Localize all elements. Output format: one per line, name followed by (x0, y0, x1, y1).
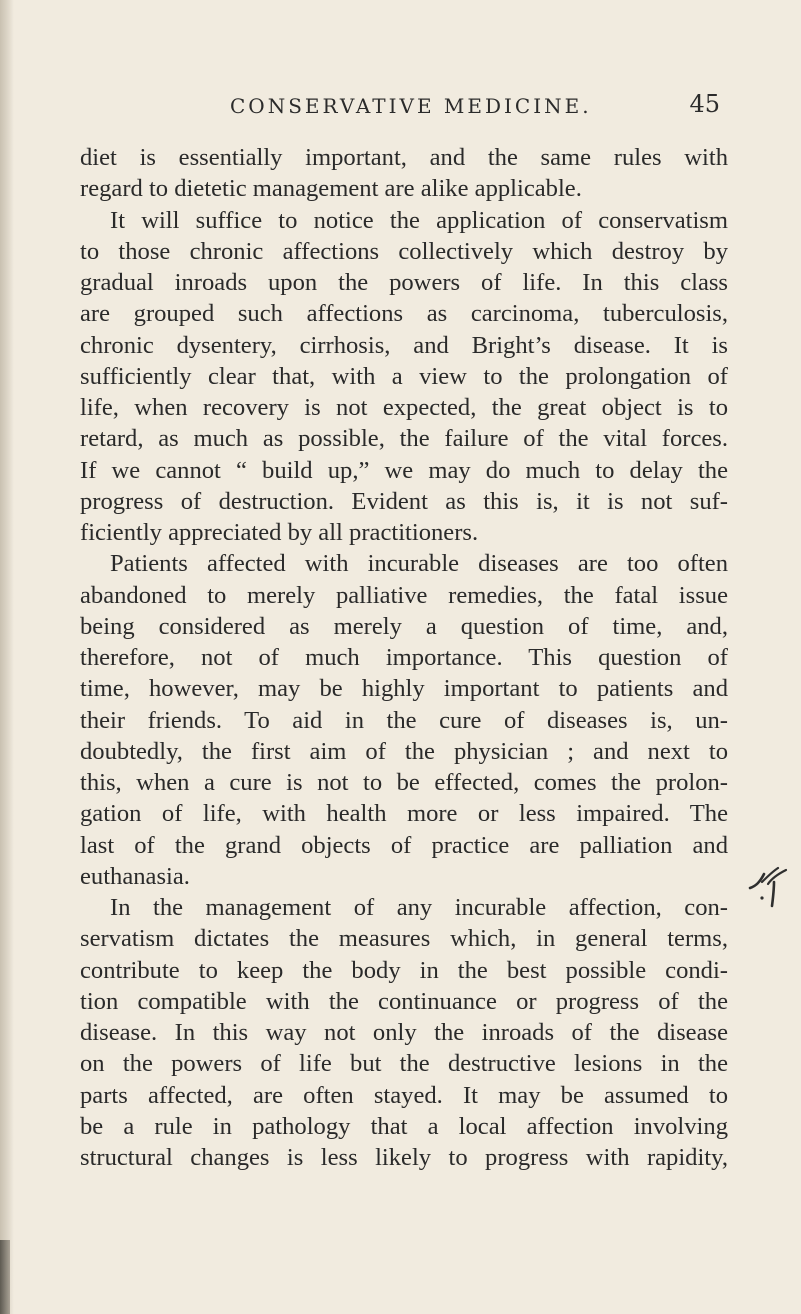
text-line: sufficiently clear that, with a view to the prolongation of (80, 362, 728, 390)
page-gutter (0, 0, 14, 1314)
text-line: disease. In this way not only the inroads of the disease (80, 1019, 728, 1046)
text-line: abandoned to merely palliative remedies, the fatal issue (80, 581, 728, 609)
text-line: tion compatible with the continuance or progress of the (80, 987, 728, 1015)
body-text (80, 142, 728, 1173)
text-line: It will suffice to notice the application of conservatism (110, 206, 728, 234)
text-line: retard, as much as possible, the failure of the vital forces. (80, 425, 728, 453)
text-line: last of the grand objects of practice are palliation and (80, 831, 728, 859)
text-line: gradual inroads upon the powers of life. In this class (80, 269, 728, 296)
text-line: being considered as merely a question of time, and, (80, 612, 728, 640)
text-line: diet is essentially important, and the same rules with (80, 144, 728, 171)
text-line: gation of life, with health more or less impaired. The (80, 800, 728, 828)
text-line: Patients affected with incurable diseases are too often (110, 550, 728, 578)
text-line: are grouped such affections as carcinoma, tuberculosis, (80, 300, 728, 328)
text-line: regard to dietetic management are alike applicable. (80, 175, 582, 203)
text-line: parts affected, are often stayed. It may be assumed to (80, 1081, 728, 1109)
text-line: to those chronic affections collectively which destroy by (80, 237, 728, 265)
text-line: chronic dysentery, cirrhosis, and Bright’s disease. It is (80, 331, 728, 359)
text-line: In the management of any incurable affection, con- (110, 894, 728, 921)
page-number: 45 (689, 90, 720, 118)
text-line: doubtedly, the first aim of the physician ; and next to (80, 737, 728, 765)
text-line: If we cannot “ build up,” we may do much to delay the (80, 456, 728, 484)
handwritten-margin-mark-icon (748, 862, 792, 910)
text-line: euthanasia. (80, 862, 190, 890)
text-line: be a rule in pathology that a local affection involving (80, 1112, 728, 1140)
text-line: progress of destruction. Evident as this is, it is not suf- (80, 487, 728, 515)
text-line: this, when a cure is not to be effected, comes the prolon- (80, 769, 728, 796)
text-line: their friends. To aid in the cure of diseases is, un- (80, 706, 728, 734)
gutter-shadow (0, 1240, 10, 1314)
text-line: time, however, may be highly important to patients and (80, 675, 728, 703)
text-line: life, when recovery is not expected, the great object is to (80, 394, 728, 421)
text-line: ficiently appreciated by all practitioners. (80, 519, 479, 546)
text-line: on the powers of life but the destructive lesions in the (80, 1050, 728, 1078)
text-line: therefore, not of much importance. This question of (80, 644, 728, 671)
page-header (80, 90, 728, 130)
text-line: contribute to keep the body in the best possible condi- (80, 956, 728, 984)
running-title: CONSERVATIVE MEDICINE. (230, 94, 592, 118)
text-line: servatism dictates the measures which, in general terms, (80, 925, 728, 953)
text-line: structural changes is less likely to progress with rapidity, (80, 1144, 728, 1171)
